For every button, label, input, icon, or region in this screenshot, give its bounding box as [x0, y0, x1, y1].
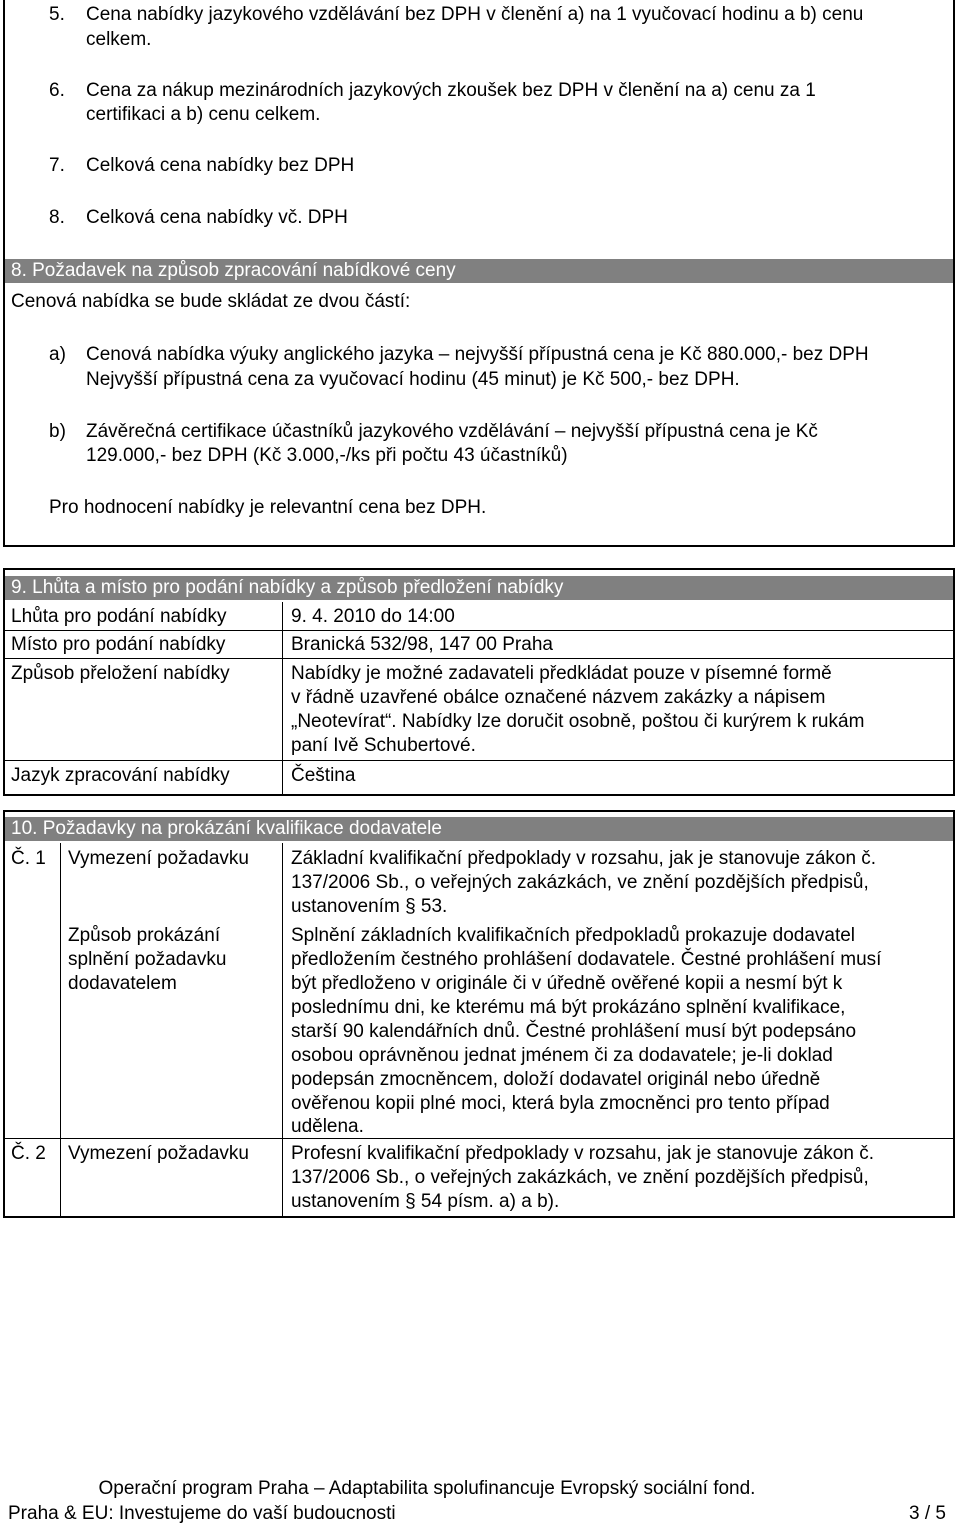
requirement-label: dodavatelem: [68, 973, 177, 994]
row-label: Místo pro podání nabídky: [11, 634, 226, 655]
list-item-line: certifikaci a b) cenu celkem.: [86, 104, 321, 125]
list-item-line: Cena za nákup mezinárodních jazykových zkoušek bez DPH v členění na a) cenu za 1: [86, 80, 816, 101]
part-b-line: 129.000,- bez DPH (Kč 3.000,-/ks při počtu 43 účastníků): [86, 445, 568, 466]
list-item-line: Celková cena nabídky bez DPH: [86, 155, 355, 176]
requirement-text: být předloženo v originále či v úředně ověřené kopii a nesmí být k: [291, 973, 843, 994]
requirement-text: 137/2006 Sb., o veřejných zakázkách, ve znění pozdějších předpisů,: [291, 872, 869, 893]
requirement-label: Vymezení požadavku: [68, 848, 249, 869]
requirement-text: ověřenou kopii plné moci, která byla zmocněnci pro tento případ: [291, 1093, 830, 1114]
requirement-text: Profesní kvalifikační předpoklady v rozsahu, jak je stanovuje zákon č.: [291, 1143, 874, 1164]
part-b-label: b): [49, 421, 66, 442]
requirement-label: Způsob prokázání: [68, 925, 221, 946]
list-number: 5.: [49, 4, 65, 25]
list-number: 8.: [49, 207, 65, 228]
row-label: Způsob přeložení nabídky: [11, 663, 230, 684]
row-divider: [5, 760, 953, 761]
requirement-text: ustanovením § 53.: [291, 896, 448, 917]
part-a-line: Nejvyšší přípustná cena za vyučovací hodinu (45 minut) je Kč 500,- bez DPH.: [86, 369, 740, 390]
section-10-header: 10. Požadavky na prokázání kvalifikace dodavatele: [5, 817, 953, 841]
part-b-line: Závěrečná certifikace účastníků jazykového vzdělávání – nejvyšší přípustná cena je Kč: [86, 421, 818, 442]
list-number: 7.: [49, 155, 65, 176]
list-item-line: celkem.: [86, 29, 152, 50]
requirement-label: splnění požadavku: [68, 949, 227, 970]
requirement-text: Základní kvalifikační předpoklady v rozsahu, jak je stanovuje zákon č.: [291, 848, 877, 869]
row-value: v řádně uzavřené obálce označené názvem zakázky a nápisem: [291, 687, 826, 708]
requirement-text: 137/2006 Sb., o veřejných zakázkách, ve znění pozdějších předpisů,: [291, 1167, 869, 1188]
requirement-text: Splnění základních kvalifikačních předpokladů prokazuje dodavatel: [291, 925, 856, 946]
evaluation-note: Pro hodnocení nabídky je relevantní cena bez DPH.: [49, 497, 487, 518]
section-9-header: 9. Lhůta a místo pro podání nabídky a způsob předložení nabídky: [5, 576, 953, 600]
requirement-text: ustanovením § 54 písm. a) a b).: [291, 1191, 560, 1212]
row-divider: [5, 630, 953, 631]
row-value: paní Ivě Schubertové.: [291, 735, 476, 756]
page-number: 3 / 5: [909, 1503, 946, 1524]
part-a-label: a): [49, 344, 66, 365]
footer-funding-note: Operační program Praha – Adaptabilita spolufinancuje Evropský sociální fond.: [98, 1478, 756, 1499]
list-item-line: Cena nabídky jazykového vzdělávání bez DPH v členění a) na 1 vyučovací hodinu a b) cenu: [86, 4, 864, 25]
requirement-label: Vymezení požadavku: [68, 1143, 249, 1164]
requirement-text: podepsán zmocněncem, doloží dodavatel originál nebo úředně: [291, 1069, 821, 1090]
row-label: Jazyk zpracování nabídky: [11, 765, 230, 786]
section-8-header: 8. Požadavek na způsob zpracování nabídkové ceny: [5, 259, 953, 283]
row-label: Lhůta pro podání nabídky: [11, 606, 227, 627]
table-divider: [60, 843, 61, 1216]
row-value: Branická 532/98, 147 00 Praha: [291, 634, 553, 655]
requirement-text: osobou oprávněnou jednat jménem či za dodavatele; je-li doklad: [291, 1045, 833, 1066]
row-value: 9. 4. 2010 do 14:00: [291, 606, 455, 627]
requirement-text: předložením čestného prohlášení dodavatele. Čestné prohlášení musí: [291, 949, 882, 970]
footer-slogan: Praha & EU: Investujeme do vaší budoucnosti: [8, 1503, 396, 1524]
row-value: „Neotevírat“. Nabídky lze doručit osobně, poštou či kurýrem k rukám: [291, 711, 865, 732]
row-divider: [5, 1138, 953, 1139]
row-value: Čeština: [291, 765, 356, 786]
list-number: 6.: [49, 80, 65, 101]
requirement-text: poslednímu dni, ke kterému má být prokázáno splnění kvalifikace,: [291, 997, 846, 1018]
row-divider: [5, 658, 953, 659]
part-a-line: Cenová nabídka výuky anglického jazyka – nejvyšší přípustná cena je Kč 880.000,- bez DPH: [86, 344, 869, 365]
row-value: Nabídky je možné zadavateli předkládat pouze v písemné formě: [291, 663, 832, 684]
requirement-number: Č. 1: [11, 848, 46, 869]
requirement-text: udělena.: [291, 1116, 364, 1137]
requirement-text: starší 90 kalendářních dnů. Čestné prohlášení musí být podepsáno: [291, 1021, 857, 1042]
list-item-line: Celková cena nabídky vč. DPH: [86, 207, 348, 228]
section-8-intro: Cenová nabídka se bude skládat ze dvou částí:: [11, 291, 411, 312]
requirement-number: Č. 2: [11, 1143, 46, 1164]
table-divider: [282, 843, 283, 1216]
